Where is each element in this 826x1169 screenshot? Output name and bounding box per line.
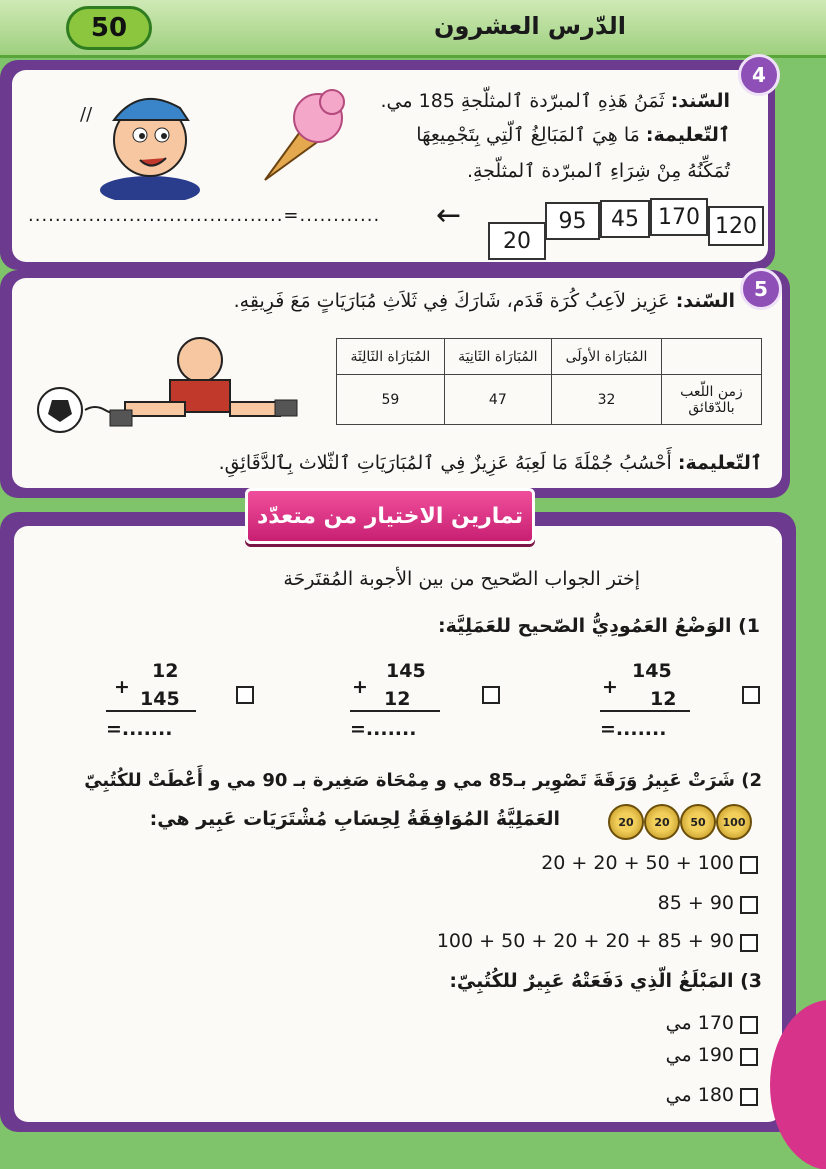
exercise4-taalima <box>360 124 730 146</box>
sanad-label: السّند: <box>670 90 730 112</box>
table-cell-match1: 32 <box>551 375 661 425</box>
q1-option3-result[interactable]: =....... <box>106 718 173 740</box>
q1-option2-plus: + <box>352 676 368 698</box>
q1-option1-plus: + <box>602 676 618 698</box>
q1-title: 1) الوَضْعُ العَمُودِيُّ الصّحيح للعَمَلِيَّة: <box>438 615 760 637</box>
mcq-instruction: إختر الجواب الصّحيح من بين الأجوبة المُقتَرحَة <box>283 568 640 590</box>
q1-option3-checkbox[interactable] <box>236 686 254 704</box>
mcq-ribbon-title: تمارين الاختيار من متعدّد <box>245 488 535 544</box>
taalima-line1: مَا هِيَ ٱلمَبَالِغُ ٱلّتِي بِتَجْمِيعِهَا <box>416 124 640 146</box>
coin-100-icon: 100 <box>716 804 752 840</box>
amount-box-170: 170 <box>650 198 708 236</box>
q3-option3-text: 180 مي <box>665 1084 734 1106</box>
exercise5-taalima <box>200 452 762 474</box>
coin-20-icon: 20 <box>644 804 680 840</box>
lesson-title: الدّرس العشرون <box>434 12 626 40</box>
q2-option1-checkbox[interactable] <box>740 856 758 874</box>
q3-option2-text: 190 مي <box>665 1044 734 1066</box>
exercise4-taalima-line2: تُمَكِّنُهُ مِنْ شِرَاءِ ٱلمبرّدة ٱلمثلّجةِ. <box>466 160 730 182</box>
football-player-illustration <box>30 330 300 440</box>
q3-option1-checkbox[interactable] <box>740 1016 758 1034</box>
q1-option1-result[interactable]: =....... <box>600 718 667 740</box>
table-cell-match3: 59 <box>337 375 445 425</box>
q1-option3-plus: + <box>114 676 130 698</box>
minutes-table <box>336 338 762 425</box>
q1-option1-checkbox[interactable] <box>742 686 760 704</box>
q1-option2-checkbox[interactable] <box>482 686 500 704</box>
q3-option1-text: 170 مي <box>665 1012 734 1034</box>
q1-option3-rule <box>106 710 196 712</box>
exercise4-sanad <box>360 90 730 112</box>
q1-option2-result[interactable]: =....... <box>350 718 417 740</box>
q2-title-line2: العَمَلِيَّةُ المُوَافِقَةُ لِحِسَابِ مُشْتَرَيَات عَبِير هي: <box>149 808 560 830</box>
q2-option2-text: 85 + 90 <box>657 892 734 914</box>
q1-option2-top: 145 <box>386 660 426 682</box>
exercise4-answer-line[interactable]: ......................................=............ <box>28 205 381 226</box>
page-number: 50 <box>66 6 152 50</box>
q1-option2-rule <box>350 710 440 712</box>
ice-cream-icon <box>250 80 360 190</box>
q1-option2-bottom: 12 <box>384 688 411 710</box>
q1-option1-rule <box>600 710 690 712</box>
amount-box-20: 20 <box>488 222 546 260</box>
exercise5-sanad <box>160 290 735 312</box>
q2-title-line1: 2) شَرَتْ عَبِيرُ وَرَقَةَ تَصْوِير بـ85 مي و مِمْحَاة صَغِيرة بـ 90 مي و أَعْطَتْ للكُتُبِيّ <box>84 770 762 791</box>
table-header-row <box>337 339 762 375</box>
amount-box-120: 120 <box>708 206 764 246</box>
coin-20-icon: 20 <box>608 804 644 840</box>
table-row <box>337 375 762 425</box>
amount-box-95: 95 <box>545 202 600 240</box>
sanad-text: ثَمَنُ هَذِهِ ٱلمبرّدة ٱلمثلّجةِ 185 مي. <box>380 90 665 112</box>
q2-option3-text: 100 + 50 + 20 + 20 + 85 + 90 <box>436 930 734 952</box>
taalima-text: أَحْسُبُ جُمْلَةَ مَا لَعِبَهُ عَزِيزٌ فِي ٱلمُبَارَيَاتِ ٱلثّلاث بِٱلدَّقَائِقِ. <box>218 452 672 474</box>
table-header-match2: المُبَارَاة الثَانِيَة <box>444 339 551 375</box>
q2-option1-text: 20 + 20 + 50 + 100 <box>541 852 734 874</box>
amount-box-45: 45 <box>600 200 650 238</box>
table-row-label: زمن اللّعب بالدّقائق <box>662 375 762 425</box>
table-header-match1: المُبَارَاة الأولَى <box>551 339 661 375</box>
table-cell-match2: 47 <box>444 375 551 425</box>
taalima-label: ٱلتّعليمة: <box>645 124 730 146</box>
q2-option3-checkbox[interactable] <box>740 934 758 952</box>
svg-text://: // <box>80 104 93 125</box>
sanad-text: عَزِيز لاَعِبُ كُرَة قَدَم، شَارَكَ فِي ثَلاَثِ مُبَارَيَاتٍ مَعَ فَرِيقِهِ. <box>233 290 670 312</box>
q1-option1-bottom: 12 <box>650 688 677 710</box>
table-header-match3: المُبَارَاة الثَالِثَة <box>337 339 445 375</box>
q3-option2-checkbox[interactable] <box>740 1048 758 1066</box>
exercise5-number-badge: 5 <box>740 268 782 310</box>
q3-title: 3) المَبْلَغُ الّذِي دَفَعَتْهُ عَبِيرٌ للكُتُبِيّ: <box>449 970 762 992</box>
q3-option3-checkbox[interactable] <box>740 1088 758 1106</box>
coin-50-icon: 50 <box>680 804 716 840</box>
q1-option3-top: 12 <box>152 660 179 682</box>
boy-illustration <box>70 80 230 200</box>
q1-option1-top: 145 <box>632 660 672 682</box>
taalima-label: ٱلتّعليمة: <box>677 452 762 474</box>
sanad-label: السّند: <box>675 290 735 312</box>
arrow-left-icon: ← <box>436 198 462 233</box>
q2-option2-checkbox[interactable] <box>740 896 758 914</box>
table-corner-cell <box>662 339 762 375</box>
q1-option3-bottom: 145 <box>140 688 180 710</box>
exercise4-number-badge: 4 <box>738 54 780 96</box>
